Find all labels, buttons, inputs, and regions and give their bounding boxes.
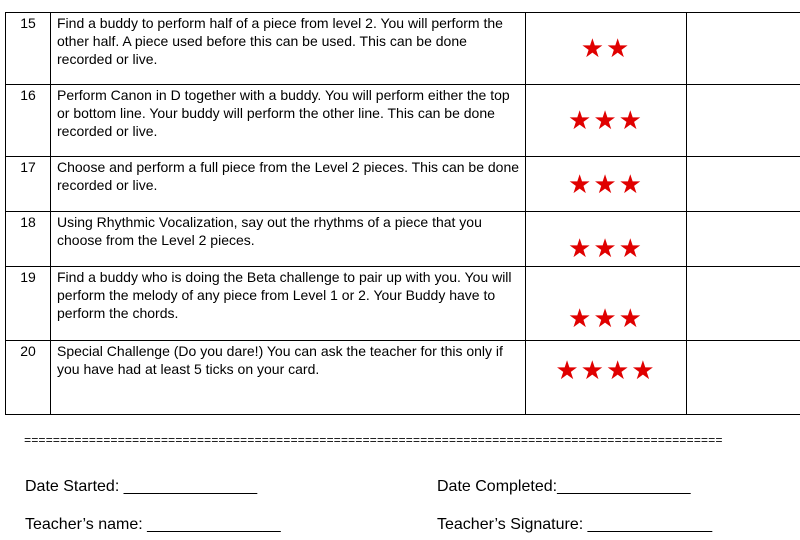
table-row <box>6 341 800 415</box>
star-icon: ★★★★ <box>555 355 657 385</box>
row-number: 17 <box>6 157 51 212</box>
table-row <box>6 267 800 341</box>
star-icon: ★★★ <box>568 168 644 199</box>
star-rating <box>526 267 687 341</box>
row-number: 18 <box>6 212 51 267</box>
teacher-signature-field[interactable]: Teacher’s Signature: ______________ <box>437 516 713 533</box>
row-description: Find a buddy who is doing the Beta challenge to pair up with you. You will perform the melody of any piece from Level 1 or 2. Your Buddy have to perform the chords. <box>51 267 526 341</box>
star-rating <box>526 157 687 212</box>
tick-cell[interactable] <box>687 212 800 267</box>
challenge-table <box>5 12 800 415</box>
row-description: Find a buddy to perform half of a piece from level 2. You will perform the other half. A piece used before this can be used. This can be done recorded or live. <box>51 13 526 85</box>
date-started-field[interactable]: Date Started: _______________ <box>25 478 258 495</box>
table-row <box>6 85 800 157</box>
row-description: Special Challenge (Do you dare!) You can ask the teacher for this only if you have had at least 5 ticks on your card. <box>51 341 526 415</box>
tick-cell[interactable] <box>687 85 800 157</box>
table-row <box>6 13 800 85</box>
divider-line: ================================================================================================= <box>24 434 723 448</box>
date-completed-field[interactable]: Date Completed:_______________ <box>437 478 691 495</box>
tick-cell[interactable] <box>687 267 800 341</box>
star-rating <box>526 341 687 415</box>
teacher-name-field[interactable]: Teacher’s name: _______________ <box>25 516 281 533</box>
row-number: 15 <box>6 13 51 85</box>
tick-cell[interactable] <box>687 341 800 415</box>
row-number: 16 <box>6 85 51 157</box>
table-row <box>6 212 800 267</box>
star-rating <box>526 85 687 157</box>
row-description: Perform Canon in D together with a buddy. You will perform either the top or bottom line. Your buddy will perform the other line. This can be done recorded or live. <box>51 85 526 157</box>
star-icon: ★★ <box>580 33 632 63</box>
star-icon: ★★★ <box>568 233 644 263</box>
star-icon: ★★★ <box>568 105 644 135</box>
table-row <box>6 157 800 212</box>
tick-cell[interactable] <box>687 157 800 212</box>
tick-cell[interactable] <box>687 13 800 85</box>
star-rating <box>526 212 687 267</box>
row-description: Using Rhythmic Vocalization, say out the rhythms of a piece that you choose from the Level 2 pieces. <box>51 212 526 267</box>
star-rating <box>526 13 687 85</box>
row-number: 20 <box>6 341 51 415</box>
row-number: 19 <box>6 267 51 341</box>
star-icon: ★★★ <box>568 303 644 333</box>
row-description: Choose and perform a full piece from the Level 2 pieces. This can be done recorded or live. <box>51 157 526 212</box>
